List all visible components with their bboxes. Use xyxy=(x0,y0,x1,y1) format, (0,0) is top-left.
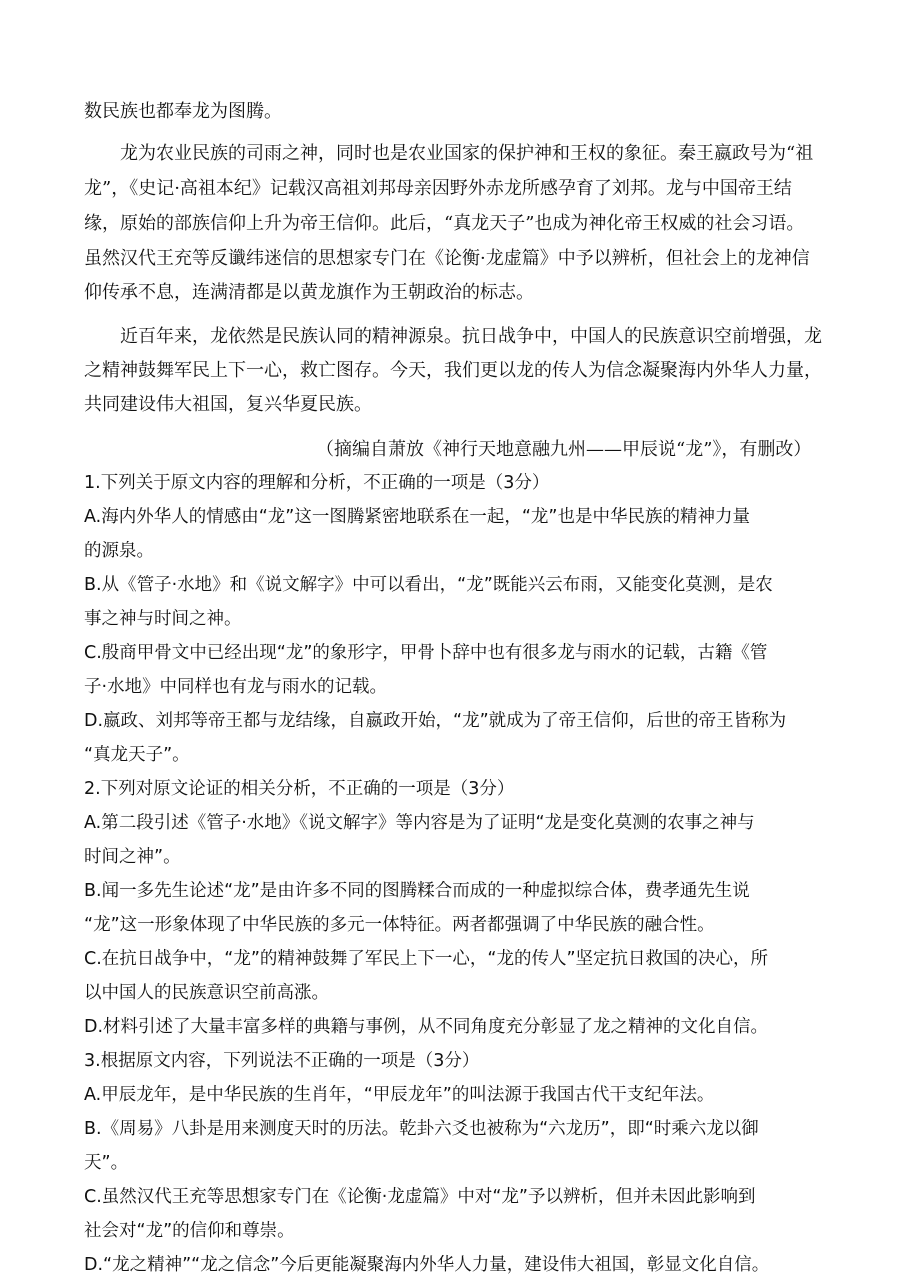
passage-line: 数民族也都奉龙为图腾。 xyxy=(84,101,282,122)
question-option: D.材料引述了大量丰富多样的典籍与事例，从不同角度充分彰显了龙之精神的文化自信。 xyxy=(84,1017,769,1037)
question-option: 时间之神”。 xyxy=(84,847,181,867)
question-stem: 2.下列对原文论证的相关分析，不正确的一项是（3分） xyxy=(84,779,515,799)
question-option: D.“龙之精神”“龙之信念”今后更能凝聚海内外华人力量，建设伟大祖国，彰显文化自信。 xyxy=(84,1255,770,1275)
question-option: A.海内外华人的情感由“龙”这一图腾紧密地联系在一起，“龙”也是中华民族的精神力量 xyxy=(84,507,750,527)
passage-line: 近百年来，龙依然是民族认同的精神源泉。抗日战争中，中国人的民族意识空前增强，龙 xyxy=(120,326,822,347)
question-option: A.甲辰龙年，是中华民族的生肖年，“甲辰龙年”的叫法源于我国古代干支纪年法。 xyxy=(84,1085,715,1105)
question-option: C.殷商甲骨文中已经出现“龙”的象形字，甲骨卜辞中也有很多龙与雨水的记载，古籍《管 xyxy=(84,643,768,663)
question-option: 社会对“龙”的信仰和尊崇。 xyxy=(84,1221,295,1241)
passage-source: （摘编自萧放《神行天地意融九州——甲辰说“龙”》，有删改） xyxy=(316,439,812,460)
question-option: 天”。 xyxy=(84,1153,129,1173)
passage-line: 仰传承不息，连满清都是以黄龙旗作为王朝政治的标志。 xyxy=(84,282,534,303)
question-option: 以中国人的民族意识空前高涨。 xyxy=(84,983,329,1003)
question-stem: 3.根据原文内容，下列说法不正确的一项是（3分） xyxy=(84,1051,480,1071)
question-option: B.闻一多先生论述“龙”是由许多不同的图腾糅合而成的一种虚拟综合体，费孝通先生说 xyxy=(84,881,750,901)
passage-line: 龙”，《史记·高祖本纪》记载汉高祖刘邦母亲因野外赤龙所感孕育了刘邦。龙与中国帝王结 xyxy=(84,178,792,199)
question-option: “龙”这一形象体现了中华民族的多元一体特征。两者都强调了中华民族的融合性。 xyxy=(84,915,715,935)
passage-line: 龙为农业民族的司雨之神，同时也是农业国家的保护神和王权的象征。秦王嬴政号为“祖 xyxy=(120,143,814,164)
question-option: B.《周易》八卦是用来测度天时的历法。乾卦六爻也被称为“六龙历”，即“时乘六龙以御 xyxy=(84,1119,759,1139)
question-option: C.虽然汉代王充等思想家专门在《论衡·龙虚篇》中对“龙”予以辨析，但并未因此影响到 xyxy=(84,1187,756,1207)
question-option: “真龙天子”。 xyxy=(84,745,190,765)
passage-line: 共同建设伟大祖国，复兴华夏民族。 xyxy=(84,394,372,415)
passage-line: 之精神鼓舞军民上下一心，救亡图存。今天，我们更以龙的传人为信念凝聚海内外华人力量， xyxy=(84,360,822,381)
question-option: B.从《管子·水地》和《说文解字》中可以看出，“龙”既能兴云布雨，又能变化莫测，是农 xyxy=(84,575,773,595)
question-option: D.嬴政、刘邦等帝王都与龙结缘，自嬴政开始，“龙”就成为了帝王信仰，后世的帝王皆称为 xyxy=(84,711,787,731)
question-option: 子·水地》中同样也有龙与雨水的记载。 xyxy=(84,677,388,697)
question-option: A.第二段引述《管子·水地》《说文解字》等内容是为了证明“龙是变化莫测的农事之神与 xyxy=(84,813,755,833)
passage-line: 虽然汉代王充等反谶纬迷信的思想家专门在《论衡·龙虚篇》中予以辨析，但社会上的龙神信 xyxy=(84,248,810,269)
question-option: 的源泉。 xyxy=(84,541,154,561)
passage-line: 缘，原始的部族信仰上升为帝王信仰。此后，“真龙天子”也成为神化帝王权威的社会习语。 xyxy=(84,213,805,234)
question-option: C.在抗日战争中，“龙”的精神鼓舞了军民上下一心，“龙的传人”坚定抗日救国的决心，所 xyxy=(84,949,769,969)
question-stem: 1.下列关于原文内容的理解和分析，不正确的一项是（3分） xyxy=(84,473,550,493)
question-option: 事之神与时间之神。 xyxy=(84,609,242,629)
